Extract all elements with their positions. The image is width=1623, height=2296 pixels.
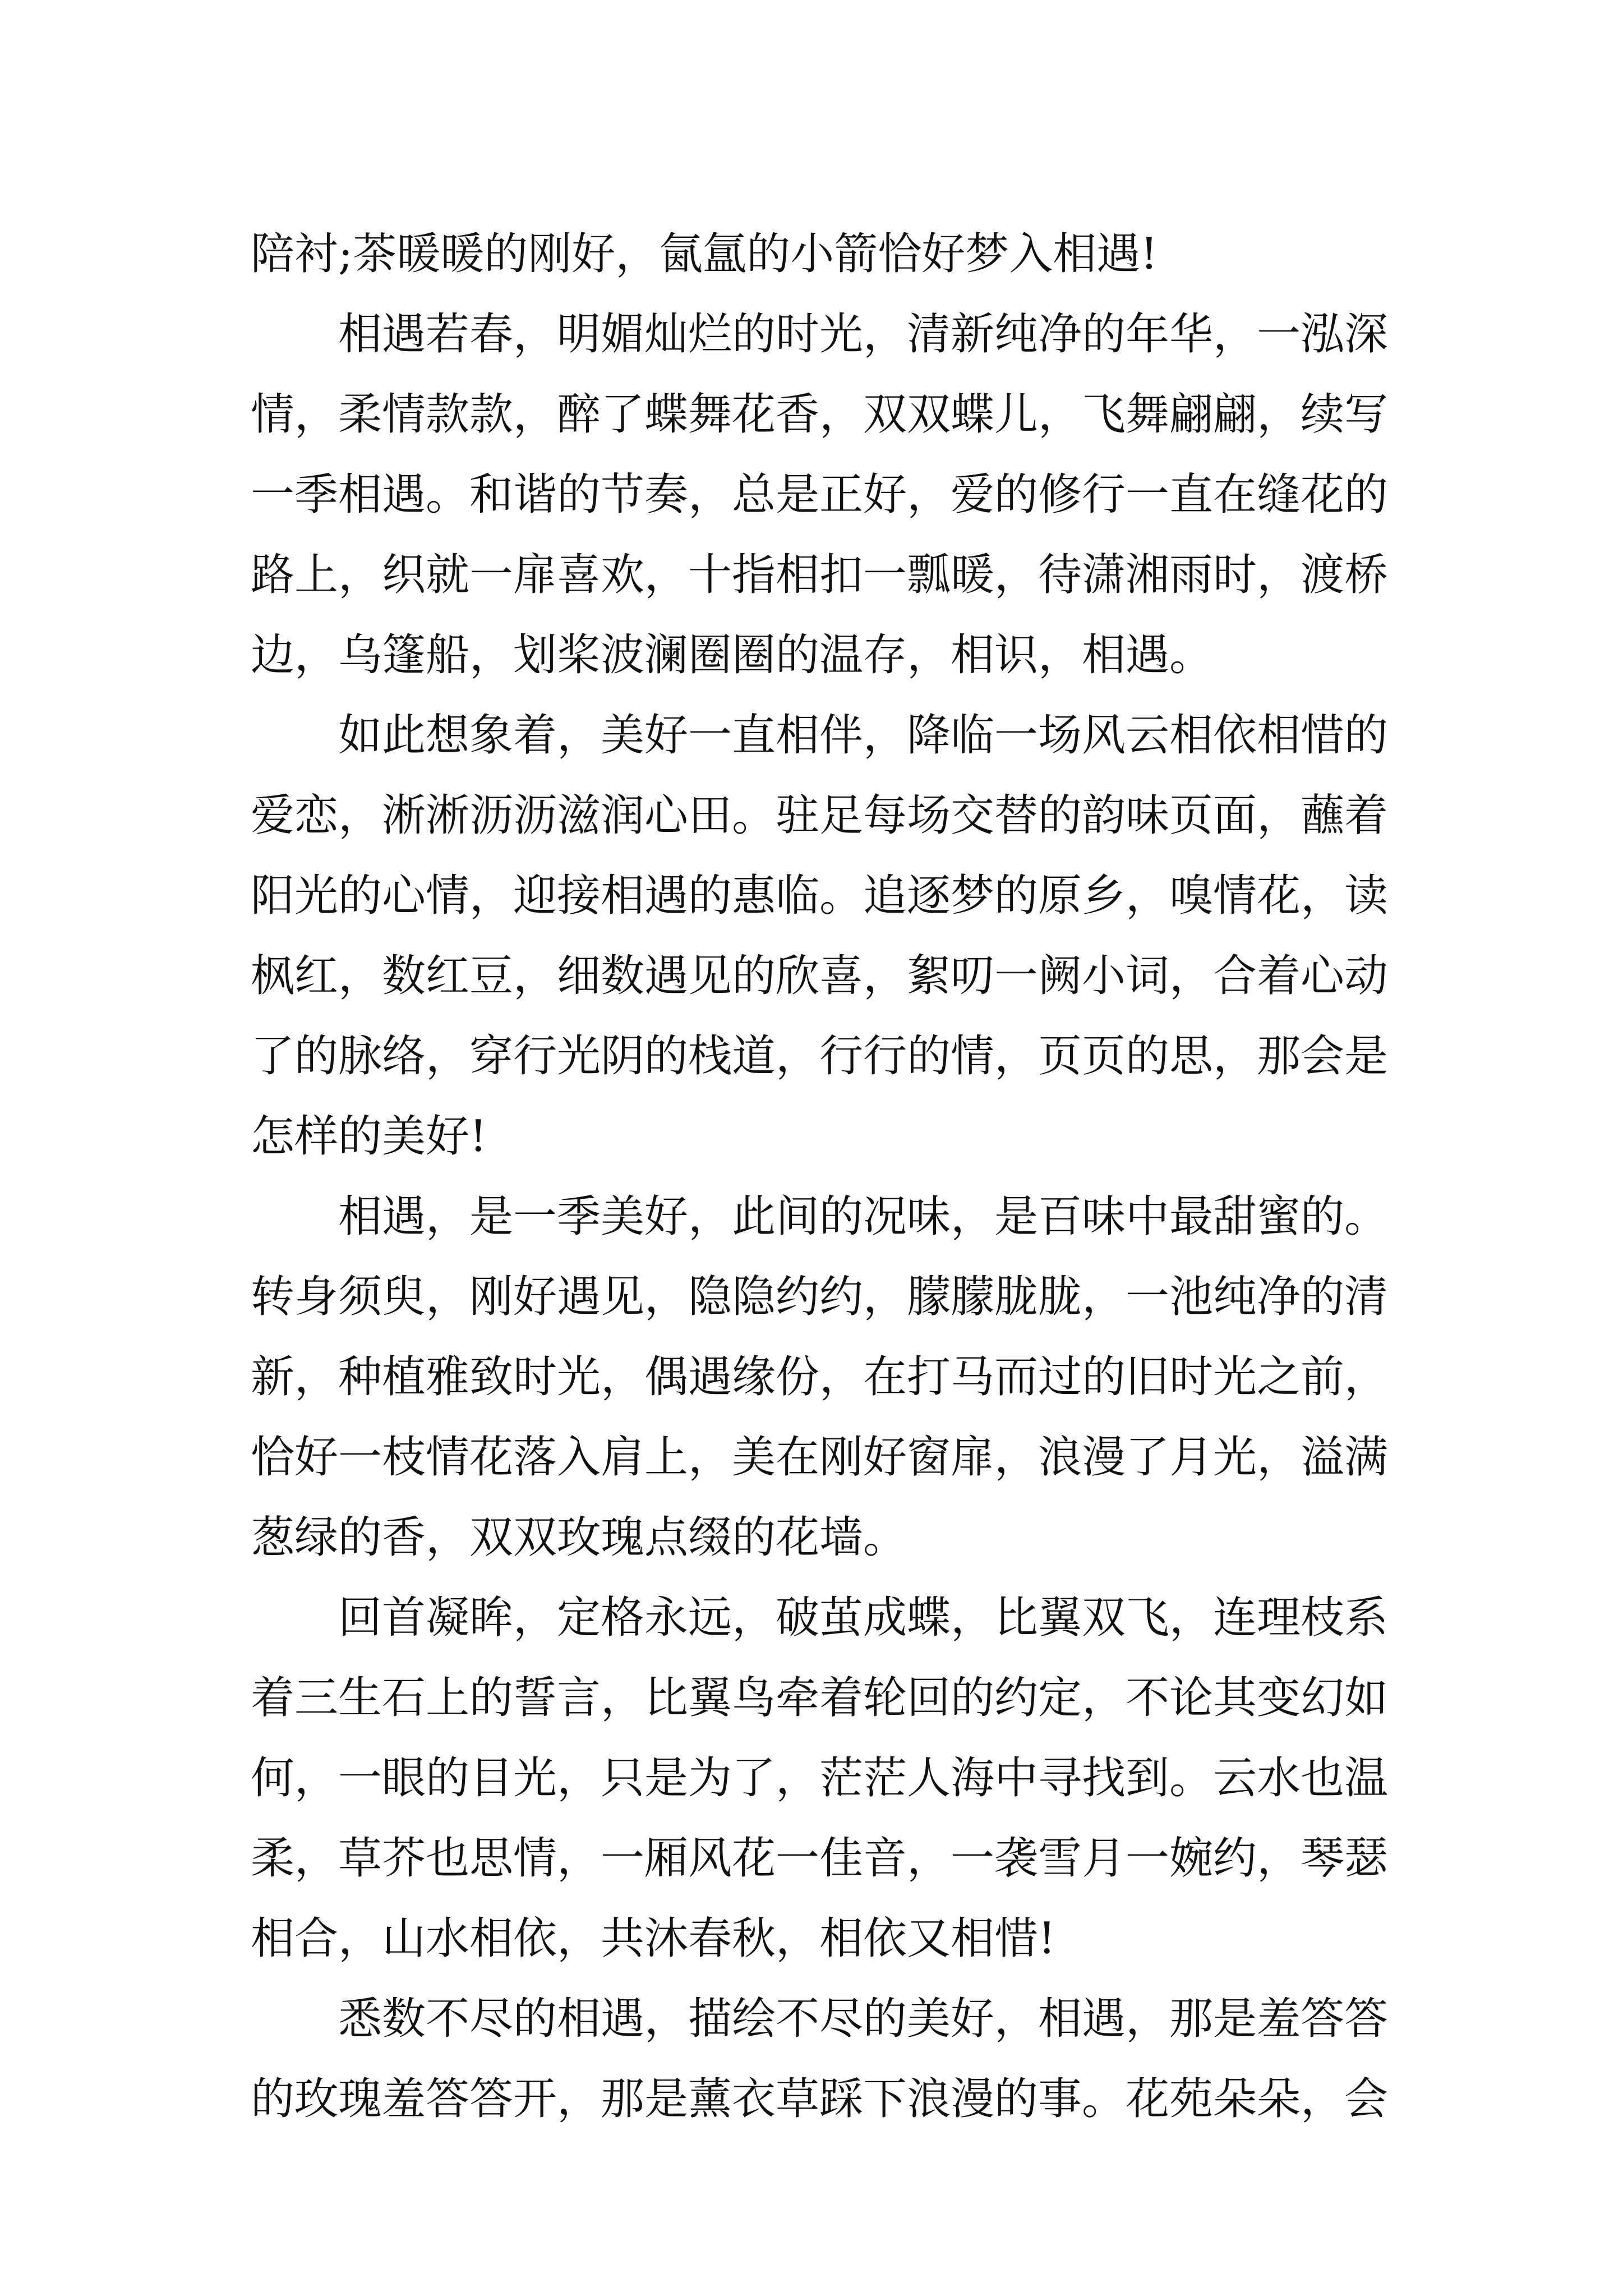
text-line: 着三生石上的誓言，比翼鸟牵着轮回的约定，不论其变幻如 [251,1673,1389,1723]
text-line: 路上，织就一扉喜欢，十指相扣一瓢暖，待潇湘雨时，渡桥 [251,550,1389,600]
text-line: 怎样的美好! [251,1111,487,1162]
paragraph-first-line: 相遇，是一季美好，此间的况味，是百味中最甜蜜的。 [338,1191,1389,1242]
text-line: 陪衬;茶暖暖的刚好，氤氲的小箭恰好梦入相遇! [251,229,1158,279]
text-line: 一季相遇。和谐的节奏，总是正好，爱的修行一直在缝花的 [251,470,1389,520]
paragraph-first-line: 如此想象着，美好一直相伴，降临一场风云相依相惜的 [338,710,1389,761]
document-body [251,214,1389,2139]
text-line: 相合，山水相依，共沐春秋，相依又相惜! [251,1913,1056,1964]
text-line: 枫红，数红豆，细数遇见的欣喜，絮叨一阙小词，合着心动 [251,951,1389,1001]
text-line: 爱恋，淅淅沥沥滋润心田。驻足每场交替的韵味页面，蘸着 [251,790,1389,841]
text-line: 柔，草芥也思情，一厢风花一佳音，一袭雪月一婉约，琴瑟 [251,1833,1389,1884]
text-line: 阳光的心情，迎接相遇的惠临。追逐梦的原乡，嗅情花，读 [251,871,1389,921]
paragraph-first-line: 回首凝眸，定格永远，破茧成蝶，比翼双飞，连理枝系 [338,1593,1389,1643]
text-line: 情，柔情款款，醉了蝶舞花香，双双蝶儿，飞舞翩翩，续写 [251,389,1389,440]
text-line: 转身须臾，刚好遇见，隐隐约约，朦朦胧胧，一池纯净的清 [251,1272,1389,1322]
text-line: 新，种植雅致时光，偶遇缘份，在打马而过的旧时光之前， [251,1352,1389,1402]
text-line: 边，乌篷船，划桨波澜圈圈的温存，相识，相遇。 [251,630,1214,680]
text-line: 了的脉络，穿行光阴的栈道，行行的情，页页的思，那会是 [251,1031,1389,1082]
text-line: 的玫瑰羞答答开，那是薰衣草踩下浪漫的事。花苑朵朵，会 [251,2074,1389,2124]
text-line: 葱绿的香，双双玫瑰点缀的花墙。 [251,1512,907,1563]
paragraph-first-line: 悉数不尽的相遇，描绘不尽的美好，相遇，那是羞答答 [338,1994,1389,2044]
paragraph-first-line: 相遇若春，明媚灿烂的时光，清新纯净的年华，一泓深 [338,309,1389,360]
text-line: 何，一眼的目光，只是为了，茫茫人海中寻找到。云水也温 [251,1753,1389,1803]
text-line: 恰好一枝情花落入肩上，美在刚好窗扉，浪漫了月光，溢满 [251,1432,1389,1483]
